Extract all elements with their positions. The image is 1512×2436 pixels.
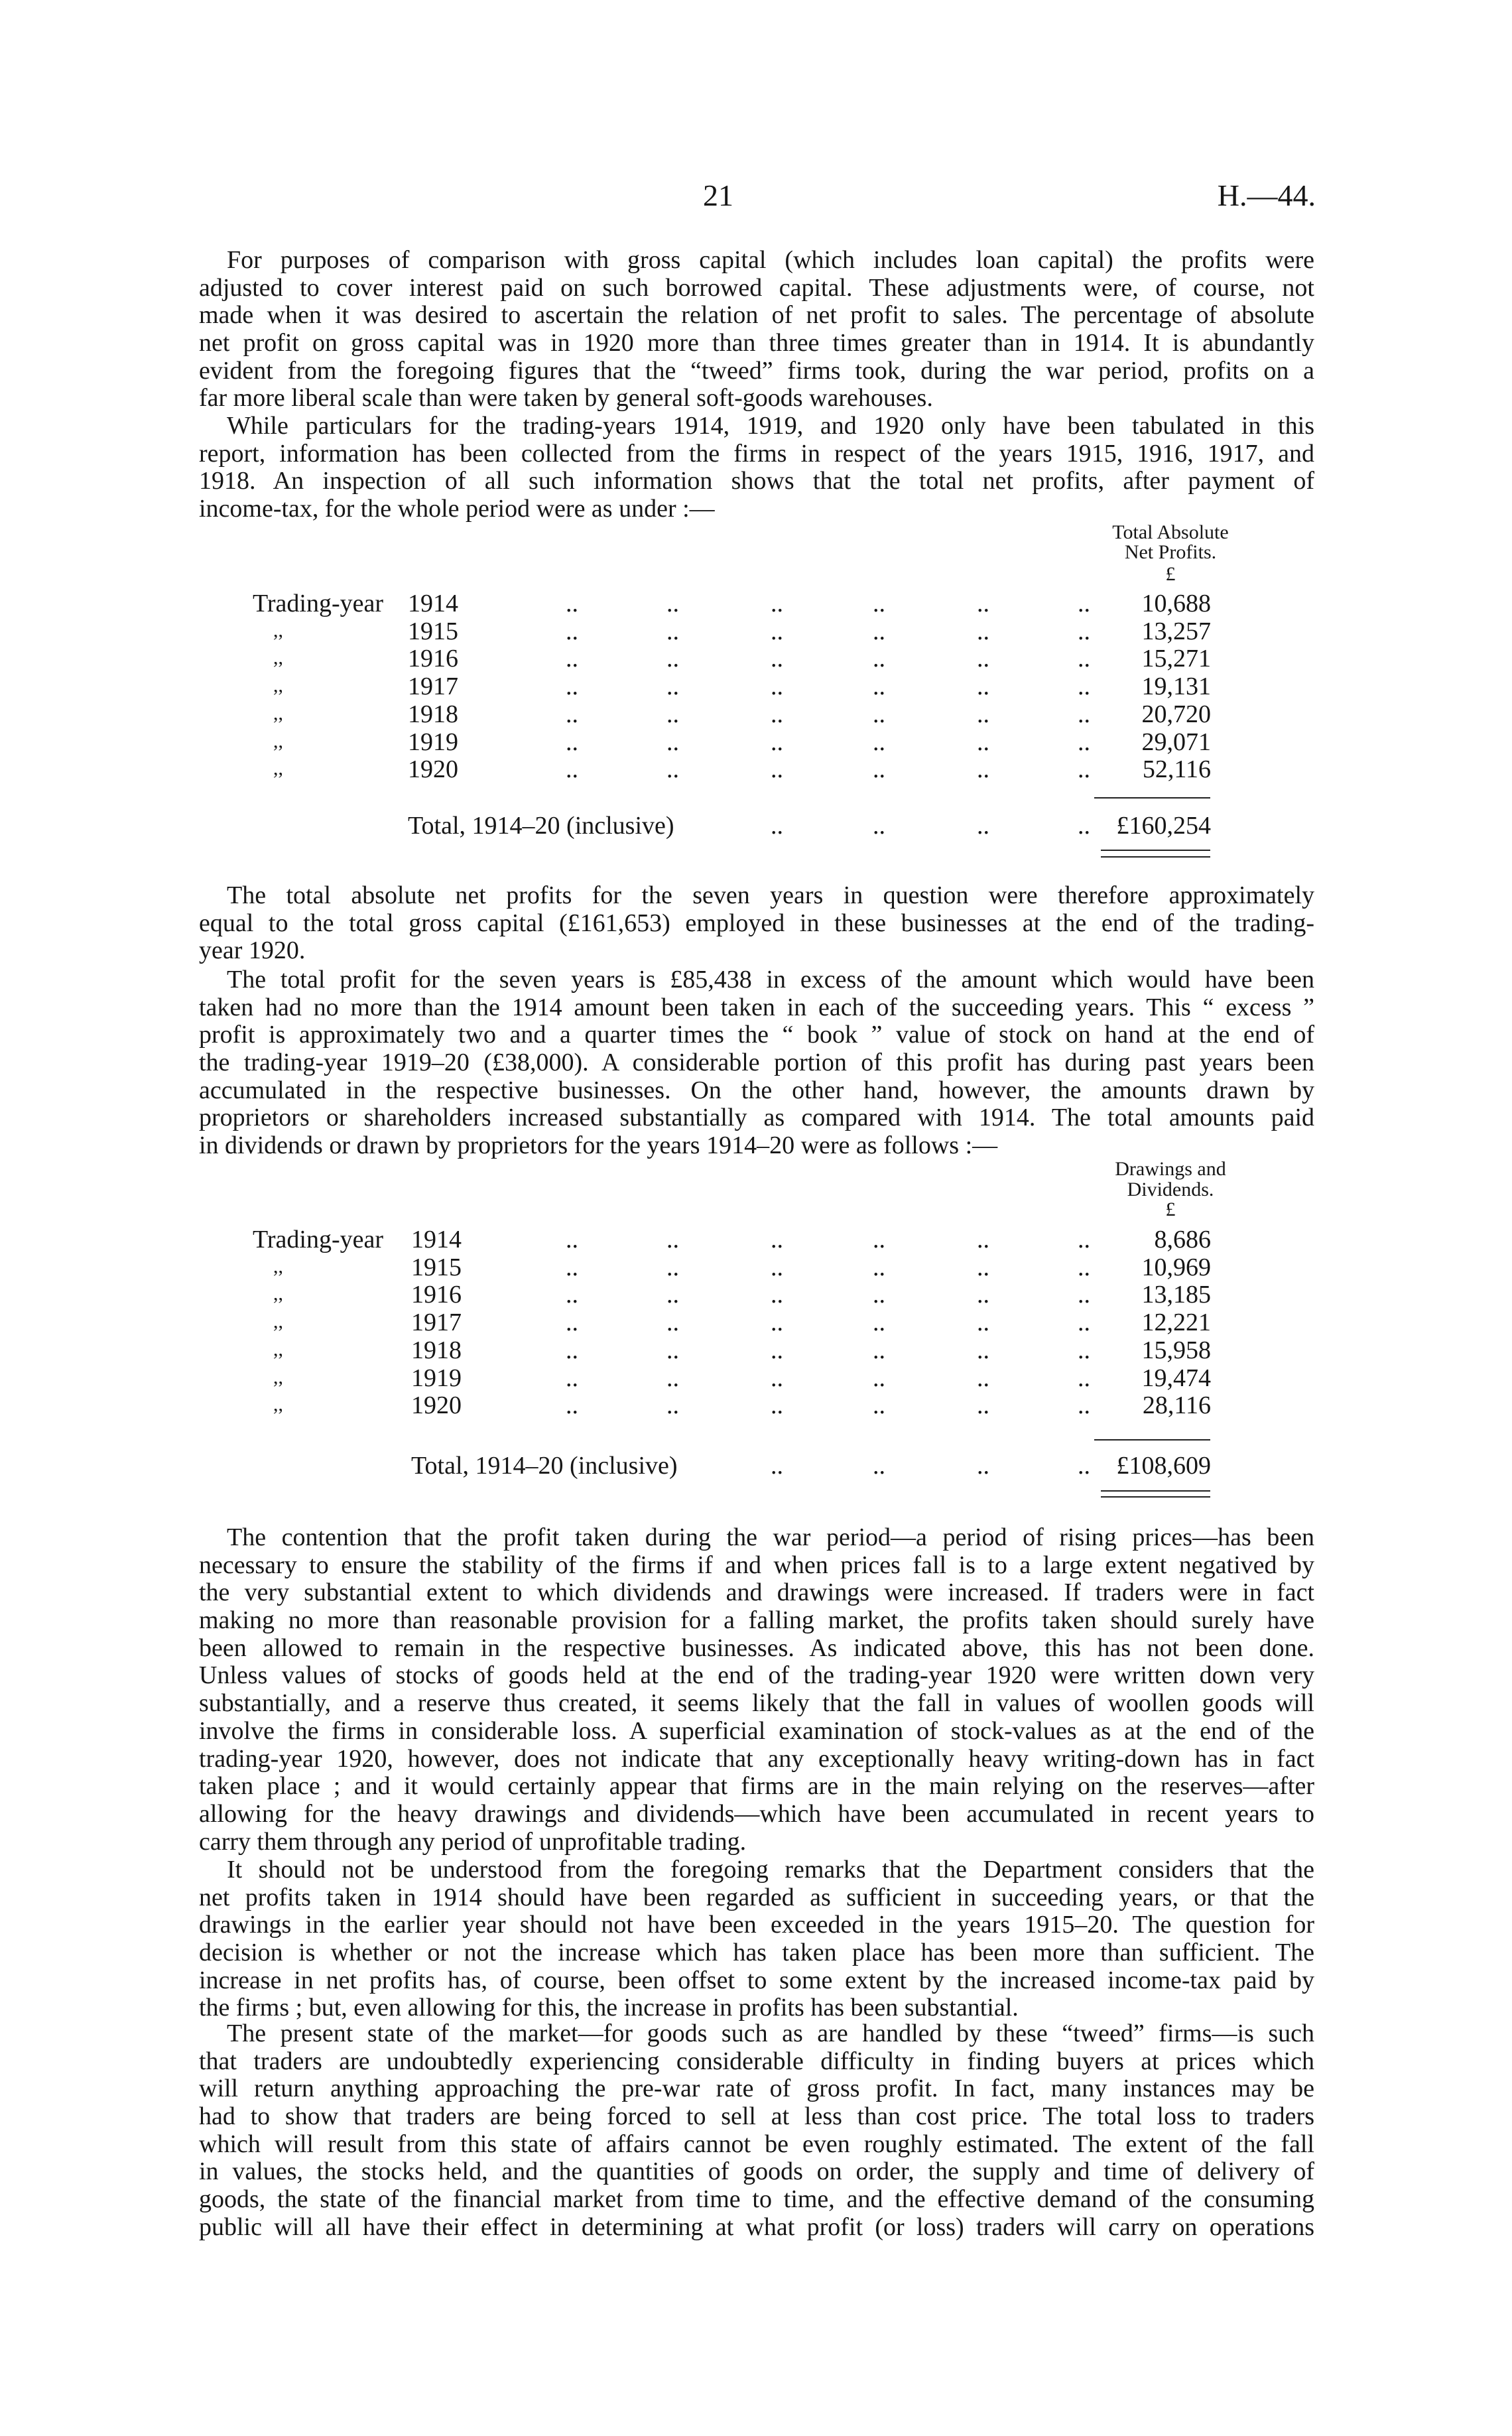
dot-leader: .. [873, 617, 885, 645]
column-header: Drawings and [1115, 1158, 1226, 1180]
dot-leader: .. [666, 673, 679, 701]
dot-leader: .. [566, 755, 578, 784]
dot-leader: .. [873, 1391, 885, 1420]
total-value: £108,609 [1116, 1452, 1211, 1480]
paragraph-line: goods, the state of the financial market from time to time, and the effective demand of the consuming [199, 2186, 1314, 2214]
dot-leader: .. [771, 1281, 783, 1309]
dot-leader: .. [873, 700, 885, 728]
dot-leader: .. [771, 1309, 783, 1337]
paragraph-line: net profit on gross capital was in 1920 more than three times greater than in 1914. It is abundantly [199, 330, 1314, 357]
ditto-mark: ,, [273, 702, 283, 724]
row-value: 52,116 [1142, 755, 1211, 784]
dot-leader: .. [873, 673, 885, 701]
dot-leader: .. [666, 700, 679, 728]
dot-leader: .. [873, 1452, 885, 1480]
row-value: 13,257 [1141, 617, 1211, 645]
dot-leader: .. [666, 645, 679, 673]
ditto-mark: ,, [273, 619, 283, 641]
dot-leader: .. [771, 590, 783, 617]
dot-leader: .. [977, 673, 989, 701]
paragraph-line: making no more than reasonable provision for a falling market, the profits taken should surely have [199, 1607, 1314, 1635]
dot-leader: .. [666, 617, 679, 645]
dot-leader: .. [1078, 1253, 1090, 1281]
paragraph-line: the firms ; but, even allowing for this, the increase in profits has been substantial. [199, 1994, 1019, 2022]
row-value: 28,116 [1142, 1391, 1211, 1420]
document-reference: H.—44. [1217, 178, 1316, 212]
row-value: 12,221 [1141, 1309, 1211, 1337]
row-label: Trading-year [253, 590, 383, 617]
row-year: 1917 [411, 1309, 462, 1337]
paragraph-line: accumulated in the respective businesses. On the other hand, however, the amounts drawn by [199, 1076, 1314, 1104]
dot-leader: .. [1078, 755, 1090, 784]
paragraph-line: The total absolute net profits for the seven years in question were therefore approximately [227, 882, 1314, 909]
dot-leader: .. [873, 1309, 885, 1337]
row-year: 1920 [411, 1391, 462, 1420]
dot-leader: .. [873, 645, 885, 673]
dot-leader: .. [977, 1364, 989, 1392]
row-year: 1916 [408, 645, 458, 673]
dot-leader: .. [566, 673, 578, 701]
dot-leader: .. [1078, 1309, 1090, 1337]
ditto-mark: ,, [273, 1393, 283, 1416]
paragraph-line: drawings in the earlier year should not have been exceeded in the years 1915–20. The question for [199, 1911, 1314, 1939]
row-value: 15,958 [1141, 1336, 1211, 1364]
paragraph-line: the trading-year 1919–20 (£38,000). A considerable portion of this profit has during past years been [199, 1049, 1314, 1077]
paragraph-line: decision is whether or not the increase which has taken place has been more than sufficient. The [199, 1939, 1314, 1967]
total-label: Total, 1914–20 (inclusive) [408, 812, 674, 840]
paragraph-line: taken place ; and it would certainly appear that firms are in the main relying on the reserves—after [199, 1773, 1314, 1801]
dot-leader: .. [977, 1253, 989, 1281]
dot-leader: .. [771, 1253, 783, 1281]
dot-leader: .. [771, 617, 783, 645]
paragraph-line: far more liberal scale than were taken by general soft-goods warehouses. [199, 385, 933, 413]
row-year: 1915 [408, 617, 458, 645]
column-header: £ [1165, 1198, 1176, 1220]
ditto-mark: ,, [273, 647, 283, 669]
row-year: 1914 [411, 1226, 462, 1253]
dot-leader: .. [666, 1391, 679, 1420]
paragraph-line: which will result from this state of affairs cannot be even roughly estimated. The extent of the fall [199, 2130, 1314, 2158]
paragraph-line: had to show that traders are being forced to sell at less than cost price. The total loss to traders [199, 2103, 1314, 2131]
ditto-mark: ,, [273, 757, 283, 780]
dot-leader: .. [1078, 1364, 1090, 1392]
paragraph-line: year 1920. [199, 937, 306, 965]
dot-leader: .. [666, 1309, 679, 1337]
dot-leader: .. [566, 590, 578, 617]
paragraph-line: equal to the total gross capital (£161,653) employed in these businesses at the end of the trading- [199, 909, 1314, 937]
dot-leader: .. [1078, 1336, 1090, 1364]
dot-leader: .. [566, 617, 578, 645]
dot-leader: .. [1078, 1452, 1090, 1480]
dot-leader: .. [771, 673, 783, 701]
dot-leader: .. [977, 1452, 989, 1480]
row-year: 1919 [408, 728, 458, 756]
dot-leader: .. [977, 728, 989, 756]
row-value: 19,474 [1141, 1364, 1211, 1392]
ditto-mark: ,, [273, 730, 283, 752]
row-value: 19,131 [1141, 673, 1211, 701]
ditto-mark: ,, [273, 1338, 283, 1360]
row-year: 1920 [408, 755, 458, 784]
dot-leader: .. [1078, 645, 1090, 673]
paragraph-line: allowing for the heavy drawings and dividends—which have been accumulated in recent years to [199, 1800, 1314, 1828]
row-year: 1917 [408, 673, 458, 701]
dot-leader: .. [1078, 1281, 1090, 1309]
dot-leader: .. [771, 812, 783, 840]
paragraph-line: the very substantial extent to which dividends and drawings were increased. If traders were in fact [199, 1579, 1314, 1607]
dot-leader: .. [666, 728, 679, 756]
dot-leader: .. [1078, 617, 1090, 645]
dot-leader: .. [1078, 812, 1090, 840]
dot-leader: .. [977, 1309, 989, 1337]
dot-leader: .. [1078, 590, 1090, 617]
dot-leader: .. [977, 1281, 989, 1309]
dot-leader: .. [977, 812, 989, 840]
column-header: £ [1165, 563, 1176, 585]
row-label: Trading-year [253, 1226, 383, 1253]
row-year: 1914 [408, 590, 458, 617]
dot-leader: .. [1078, 700, 1090, 728]
paragraph-line: 1918. An inspection of all such information shows that the total net profits, after payment of [199, 468, 1314, 495]
dot-leader: .. [771, 755, 783, 784]
dot-leader: .. [873, 728, 885, 756]
paragraph-line: The present state of the market—for goods such as are handled by these “tweed” firms—is such [227, 2020, 1314, 2047]
dot-leader: .. [1078, 1226, 1090, 1253]
dot-leader: .. [977, 1336, 989, 1364]
dot-leader: .. [873, 1336, 885, 1364]
row-year: 1916 [411, 1281, 462, 1309]
dot-leader: .. [873, 1226, 885, 1253]
paragraph-line: report, information has been collected from the firms in respect of the years 1915, 1916, 1917, and [199, 440, 1314, 468]
dot-leader: .. [977, 755, 989, 784]
paragraph-line: income-tax, for the whole period were as under :— [199, 495, 715, 523]
dot-leader: .. [566, 1281, 578, 1309]
total-double-rule [1101, 1496, 1210, 1498]
paragraph-line: will return anything approaching the pre-war rate of gross profit. In fact, many instances may be [199, 2075, 1314, 2103]
paragraph-line: trading-year 1920, however, does not indicate that any exceptionally heavy writing-down has in fact [199, 1745, 1314, 1773]
dot-leader: .. [566, 700, 578, 728]
ditto-mark: ,, [273, 674, 283, 697]
paragraph-line: in dividends or drawn by proprietors for the years 1914–20 were as follows :— [199, 1132, 998, 1160]
row-value: 13,185 [1141, 1281, 1211, 1309]
dot-leader: .. [666, 1281, 679, 1309]
dot-leader: .. [771, 1226, 783, 1253]
dot-leader: .. [666, 755, 679, 784]
ditto-mark: ,, [273, 1283, 283, 1305]
ditto-mark: ,, [273, 1255, 283, 1277]
dot-leader: .. [566, 1253, 578, 1281]
dot-leader: .. [1078, 728, 1090, 756]
dot-leader: .. [771, 645, 783, 673]
dot-leader: .. [873, 590, 885, 617]
dot-leader: .. [771, 1391, 783, 1420]
dot-leader: .. [977, 1391, 989, 1420]
paragraph-line: necessary to ensure the stability of the firms if and when prices fall is to a large extent negatived by [199, 1551, 1314, 1579]
page-number: 21 [703, 178, 733, 212]
dot-leader: .. [977, 645, 989, 673]
subtotal-rule [1094, 1439, 1210, 1441]
dot-leader: .. [666, 1226, 679, 1253]
dot-leader: .. [977, 700, 989, 728]
dot-leader: .. [771, 1452, 783, 1480]
dot-leader: .. [566, 1226, 578, 1253]
paragraph-line: public will all have their effect in determining at what profit (or loss) traders will carry on operations [199, 2213, 1314, 2241]
dot-leader: .. [873, 1253, 885, 1281]
paragraph-line: For purposes of comparison with gross capital (which includes loan capital) the profits were [227, 247, 1314, 274]
dot-leader: .. [666, 1364, 679, 1392]
column-header: Dividends. [1127, 1179, 1214, 1200]
dot-leader: .. [873, 1281, 885, 1309]
paragraph-line: in values, the stocks held, and the quantities of goods on order, the supply and time of delivery of [199, 2158, 1314, 2186]
paragraph-line: adjusted to cover interest paid on such borrowed capital. These adjustments were, of course, not [199, 274, 1314, 302]
dot-leader: .. [771, 728, 783, 756]
dot-leader: .. [566, 1336, 578, 1364]
row-year: 1919 [411, 1364, 462, 1392]
paragraph-line: proprietors or shareholders increased substantially as compared with 1914. The total amounts paid [199, 1104, 1314, 1132]
paragraph-line: The contention that the profit taken during the war period—a period of rising prices—has been [227, 1524, 1314, 1551]
ditto-mark: ,, [273, 1366, 283, 1388]
dot-leader: .. [977, 590, 989, 617]
row-year: 1915 [411, 1253, 462, 1281]
row-value: 8,686 [1154, 1226, 1211, 1253]
paragraph-line: taken had no more than the 1914 amount been taken in each of the succeeding years. This “ excess ” [199, 994, 1314, 1021]
dot-leader: .. [1078, 673, 1090, 701]
paragraph-line: carry them through any period of unprofitable trading. [199, 1828, 747, 1856]
paragraph-line: that traders are undoubtedly experiencing considerable difficulty in finding buyers at prices which [199, 2047, 1314, 2075]
paragraph-line: increase in net profits has, of course, been offset to some extent by the increased income-tax paid by [199, 1966, 1314, 1994]
dot-leader: .. [566, 1309, 578, 1337]
paragraph-line: While particulars for the trading-years 1914, 1919, and 1920 only have been tabulated in this [227, 413, 1314, 440]
dot-leader: .. [771, 700, 783, 728]
dot-leader: .. [771, 1364, 783, 1392]
paragraph-line: profit is approximately two and a quarter times the “ book ” value of stock on hand at the end of [199, 1021, 1314, 1049]
paragraph-line: It should not be understood from the foregoing remarks that the Department considers that the [227, 1856, 1314, 1884]
total-label: Total, 1914–20 (inclusive) [411, 1452, 678, 1480]
dot-leader: .. [566, 728, 578, 756]
row-value: 29,071 [1141, 728, 1211, 756]
row-value: 10,969 [1141, 1253, 1211, 1281]
dot-leader: .. [873, 812, 885, 840]
dot-leader: .. [1078, 1391, 1090, 1420]
row-value: 15,271 [1141, 645, 1211, 673]
dot-leader: .. [666, 1336, 679, 1364]
dot-leader: .. [566, 1364, 578, 1392]
row-value: 10,688 [1141, 590, 1211, 617]
dot-leader: .. [566, 645, 578, 673]
paragraph-line: Unless values of stocks of goods held at the end of the trading-year 1920 were written down very [199, 1662, 1314, 1690]
total-double-rule [1101, 1490, 1210, 1492]
dot-leader: .. [873, 1364, 885, 1392]
dot-leader: .. [666, 1253, 679, 1281]
total-value: £160,254 [1116, 812, 1211, 840]
column-header: Net Profits. [1124, 541, 1217, 563]
paragraph-line: The total profit for the seven years is £85,438 in excess of the amount which would have been [227, 966, 1314, 994]
column-header: Total Absolute [1112, 521, 1229, 543]
dot-leader: .. [873, 755, 885, 784]
paragraph-line: made when it was desired to ascertain the relation of net profit to sales. The percentage of absolute [199, 302, 1314, 330]
dot-leader: .. [771, 1336, 783, 1364]
dot-leader: .. [977, 617, 989, 645]
row-year: 1918 [408, 700, 458, 728]
dot-leader: .. [666, 590, 679, 617]
paragraph-line: substantially, and a reserve thus created, it seems likely that the fall in values of woollen goods will [199, 1690, 1314, 1718]
dot-leader: .. [566, 1391, 578, 1420]
paragraph-line: been allowed to remain in the respective businesses. As indicated above, this has not been done. [199, 1634, 1314, 1662]
paragraph-line: evident from the foregoing figures that the “tweed” firms took, during the war period, profits on a [199, 357, 1314, 385]
dot-leader: .. [977, 1226, 989, 1253]
paragraph-line: involve the firms in considerable loss. A superficial examination of stock-values as at the end of the [199, 1717, 1314, 1745]
paragraph-line: net profits taken in 1914 should have been regarded as sufficient in succeeding years, or that the [199, 1884, 1314, 1911]
row-year: 1918 [411, 1336, 462, 1364]
row-value: 20,720 [1141, 700, 1211, 728]
ditto-mark: ,, [273, 1311, 283, 1333]
